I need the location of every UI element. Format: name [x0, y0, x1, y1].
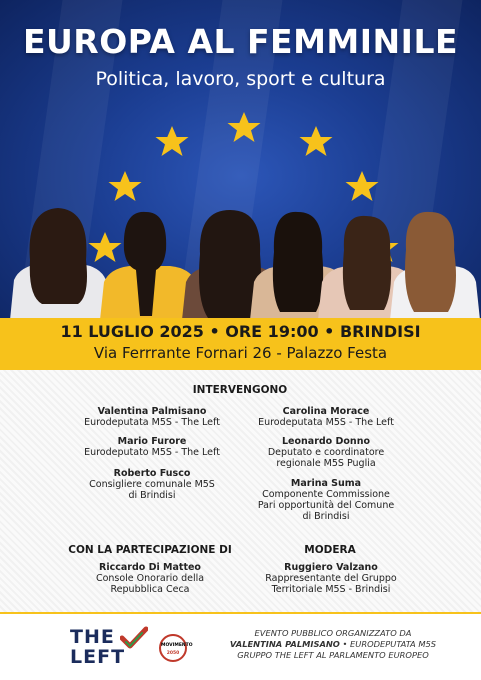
moderator-role: Territoriale M5S - Brindisi	[271, 584, 391, 595]
the-left-check-icon	[120, 626, 148, 650]
speaker-role: Pari opportunità del Comune	[257, 500, 395, 511]
speaker-name: Leonardo Donno	[282, 436, 370, 447]
guest-role: Console Onorario della	[95, 573, 205, 584]
page-subtitle: Politica, lavoro, sport e cultura	[95, 68, 386, 90]
event-date-line: 11 LUGLIO 2025 • ORE 19:00 • BRINDISI	[60, 322, 421, 341]
speaker-name: Carolina Morace	[282, 406, 370, 417]
speaker-name: Roberto Fusco	[113, 468, 191, 479]
footer	[0, 614, 481, 680]
speaker-item	[62, 406, 242, 428]
eu-star-icon	[109, 171, 142, 201]
speaker-role: di Brindisi	[302, 511, 350, 522]
guest-item	[60, 562, 240, 595]
organizer-line2	[198, 639, 468, 650]
speaker-name: Mario Furore	[117, 436, 187, 447]
organizer-note	[198, 628, 468, 661]
speaker-item	[236, 406, 416, 428]
event-info-band	[0, 318, 481, 370]
speaker-role: di Brindisi	[128, 490, 176, 501]
eu-star-icon	[300, 126, 333, 156]
logo-text-left: LEFT	[70, 646, 126, 668]
speaker-item	[236, 436, 416, 469]
eu-star-icon	[156, 126, 189, 156]
modera-title: MODERA	[304, 544, 356, 556]
speaker-name: Valentina Palmisano	[97, 406, 207, 417]
women-illustration	[0, 200, 481, 320]
speaker-item	[236, 478, 416, 522]
speaker-role: regionale M5S Puglia	[276, 458, 376, 469]
moderator-name: Ruggiero Valzano	[284, 562, 378, 573]
speaker-role: Componente Commissione	[262, 489, 390, 500]
badge-text-bottom: 2050	[166, 651, 180, 656]
speaker-role: Eurodeputata M5S - The Left	[84, 417, 220, 428]
speaker-name: Marina Suma	[290, 478, 362, 489]
speaker-role: Eurodeputato M5S - The Left	[84, 447, 220, 458]
logo-text-the: THE	[70, 626, 115, 648]
eu-star-icon	[228, 112, 261, 142]
hero-banner	[0, 0, 481, 320]
event-place-line: Via Ferrrante Fornari 26 - Palazzo Festa	[93, 344, 388, 362]
speaker-role: Eurodeputata M5S - The Left	[258, 417, 394, 428]
intervengono-title: INTERVENGONO	[192, 384, 288, 396]
speaker-item	[62, 468, 242, 501]
speakers-section	[0, 370, 481, 612]
organizer-line1: EVENTO PUBBLICO ORGANIZZATO DA	[254, 628, 412, 638]
organizer-line3: GRUPPO THE LEFT AL PARLAMENTO EUROPEO	[237, 650, 429, 660]
eu-star-icon	[346, 171, 379, 201]
organizer-name: VALENTINA PALMISANO	[229, 639, 340, 649]
page-title: EUROPA AL FEMMINILE	[22, 22, 459, 61]
speaker-item	[62, 436, 242, 458]
badge-text-top: MOVIMENTO	[161, 643, 193, 648]
speaker-role: Consigliere comunale M5S	[89, 479, 215, 490]
moderator-item	[236, 562, 426, 595]
guest-role: Repubblica Ceca	[110, 584, 190, 595]
organizer-role: • EURODEPUTATA M5S	[339, 639, 437, 649]
guest-name: Riccardo Di Matteo	[99, 562, 201, 573]
m5s-badge-icon	[159, 634, 193, 662]
the-left-logo	[70, 626, 150, 670]
partecipazione-title: CON LA PARTECIPAZIONE DI	[68, 544, 232, 556]
moderator-role: Rappresentante del Gruppo	[265, 573, 397, 584]
speaker-role: Deputato e coordinatore	[267, 447, 385, 458]
